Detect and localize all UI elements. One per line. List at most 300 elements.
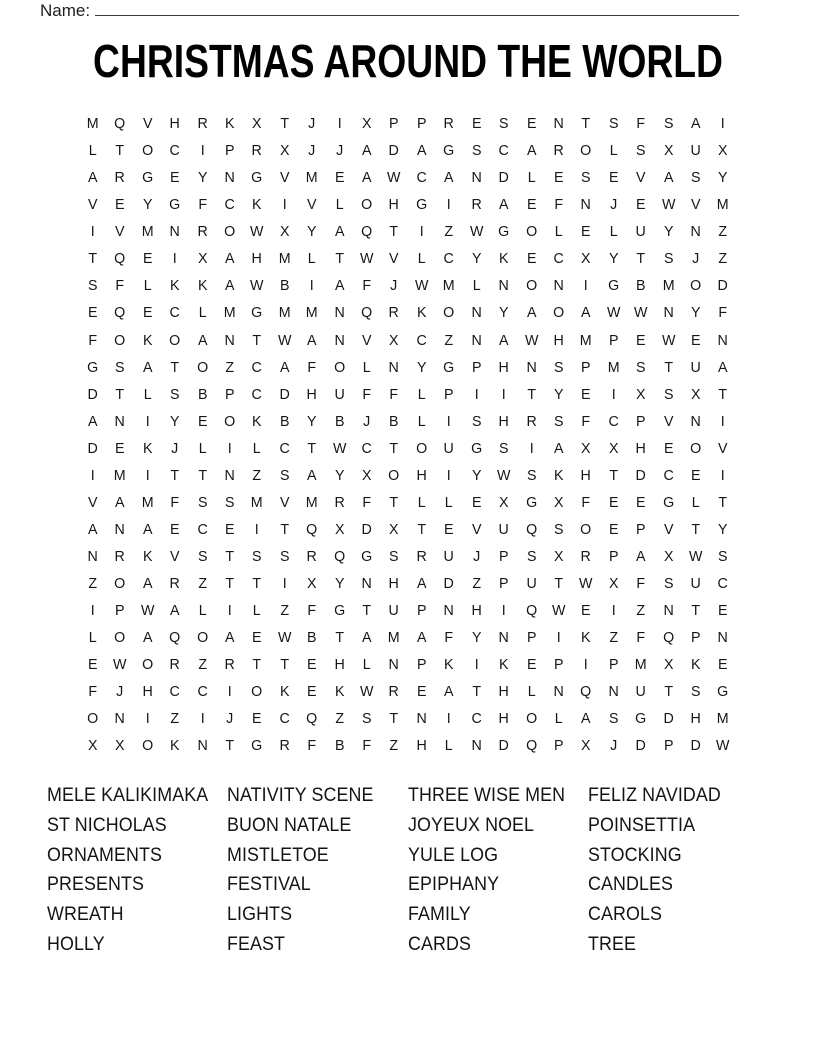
grid-letter: Z: [636, 602, 646, 620]
grid-letter: U: [690, 575, 701, 593]
grid-letter: N: [224, 169, 235, 187]
grid-letter: C: [717, 575, 729, 593]
grid-letter: F: [115, 277, 125, 295]
grid-letter: O: [169, 331, 181, 349]
grid-letter: T: [526, 385, 536, 403]
grid-letter: J: [308, 142, 316, 160]
grid-letter: O: [525, 223, 537, 241]
grid-letter: X: [690, 385, 701, 403]
grid-letter: J: [363, 412, 371, 430]
grid-letter: T: [389, 493, 399, 511]
grid-letter: H: [306, 385, 318, 403]
grid-letter: X: [279, 223, 290, 241]
grid-letter: Z: [444, 223, 454, 241]
grid-letter: A: [142, 520, 153, 538]
grid-letter: V: [389, 250, 399, 268]
grid-letter: E: [87, 656, 98, 674]
grid-letter: X: [362, 466, 372, 484]
grid-letter: B: [389, 412, 399, 430]
grid-letter: G: [251, 737, 263, 755]
grid-letter: Y: [197, 169, 208, 187]
grid-letter: P: [471, 358, 482, 376]
grid-letter: K: [581, 629, 591, 647]
grid-letter: R: [526, 412, 537, 430]
grid-letter: E: [718, 602, 728, 620]
grid-letter: F: [636, 629, 646, 647]
grid-letter: M: [717, 196, 729, 214]
grid-letter: N: [690, 412, 701, 430]
grid-letter: Y: [142, 196, 153, 214]
grid-letter: N: [471, 304, 482, 322]
grid-letter: V: [636, 169, 646, 187]
grid-letter: X: [389, 331, 399, 349]
grid-letter: L: [417, 250, 426, 268]
grid-letter: E: [581, 602, 591, 620]
grid-letter: N: [114, 520, 126, 538]
grid-letter: G: [525, 493, 537, 511]
grid-letter: S: [87, 277, 98, 295]
grid-letter: W: [277, 331, 292, 349]
grid-letter: G: [662, 493, 674, 511]
grid-letter: H: [635, 439, 646, 457]
grid-letter: I: [556, 629, 561, 647]
grid-letter: R: [197, 223, 208, 241]
grid-letter: Z: [252, 466, 262, 484]
grid-letter: R: [169, 575, 181, 593]
grid-letter: R: [416, 548, 427, 566]
grid-letter: Y: [471, 629, 482, 647]
grid-letter: U: [526, 575, 537, 593]
word-list-item: ST NICHOLAS: [47, 814, 167, 836]
grid-letter: G: [333, 602, 345, 620]
grid-letter: E: [690, 331, 701, 349]
grid-letter: H: [416, 466, 427, 484]
grid-letter: W: [716, 737, 730, 755]
grid-letter: N: [663, 602, 674, 620]
grid-letter: S: [499, 439, 509, 457]
grid-letter: U: [443, 548, 455, 566]
grid-letter: T: [280, 115, 289, 133]
grid-letter: N: [717, 331, 729, 349]
grid-letter: S: [663, 385, 673, 403]
grid-letter: K: [142, 548, 153, 566]
grid-letter: I: [446, 412, 451, 430]
grid-letter: I: [419, 223, 424, 241]
grid-letter: N: [443, 602, 455, 620]
grid-letter: V: [362, 331, 372, 349]
grid-letter: I: [474, 656, 479, 674]
grid-letter: G: [498, 223, 510, 241]
grid-letter: T: [417, 520, 426, 538]
grid-letter: F: [554, 196, 563, 214]
grid-letter: U: [334, 385, 345, 403]
name-blank-line: [95, 1, 739, 16]
grid-letter: D: [361, 520, 372, 538]
grid-letter: I: [145, 466, 150, 484]
grid-letter: M: [141, 493, 154, 511]
grid-letter: I: [282, 196, 287, 214]
grid-letter: D: [635, 737, 646, 755]
word-list-item: PRESENTS: [47, 874, 145, 896]
grid-letter: E: [581, 385, 591, 403]
grid-letter: S: [362, 710, 372, 728]
page-title: CHRISTMAS AROUND THE WORLD: [93, 35, 723, 87]
grid-letter: I: [282, 575, 287, 593]
grid-letter: E: [608, 493, 619, 511]
grid-letter: A: [362, 629, 372, 647]
grid-letter: N: [169, 223, 181, 241]
grid-letter: W: [277, 629, 292, 647]
word-list-item: BUON NATALE: [227, 814, 352, 836]
grid-letter: C: [361, 439, 372, 457]
word-list-item: FELIZ NAVIDAD: [588, 785, 721, 806]
grid-letter: Y: [416, 358, 427, 376]
grid-letter: X: [581, 250, 591, 268]
grid-letter: H: [334, 656, 345, 674]
grid-letter: I: [529, 439, 534, 457]
grid-letter: G: [141, 169, 154, 187]
grid-letter: I: [90, 223, 95, 241]
grid-letter: C: [169, 683, 181, 701]
grid-letter: C: [224, 196, 235, 214]
grid-letter: W: [688, 548, 703, 566]
grid-letter: W: [551, 602, 566, 620]
grid-letter: M: [634, 656, 647, 674]
name-row: [40, 1, 739, 21]
grid-letter: P: [416, 115, 427, 133]
grid-letter: N: [471, 331, 482, 349]
grid-letter: A: [690, 115, 701, 133]
grid-letter: N: [526, 358, 537, 376]
grid-letter: O: [580, 142, 592, 160]
grid-letter: Q: [662, 629, 674, 647]
grid-letter: E: [444, 520, 454, 538]
grid-letter: S: [471, 412, 482, 430]
word-list-column: [408, 781, 565, 960]
grid-letter: Q: [333, 548, 345, 566]
grid-letter: L: [609, 142, 618, 160]
grid-letter: O: [141, 142, 154, 160]
grid-letter: E: [197, 412, 208, 430]
grid-letter: F: [307, 358, 317, 376]
grid-letter: X: [553, 548, 564, 566]
grid-letter: O: [361, 196, 373, 214]
grid-letter: Q: [169, 629, 181, 647]
grid-letter: S: [608, 710, 619, 728]
grid-letter: Y: [663, 223, 673, 241]
grid-letter: M: [223, 304, 236, 322]
grid-letter: O: [388, 466, 400, 484]
grid-letter: I: [501, 602, 506, 620]
grid-letter: N: [389, 656, 400, 674]
grid-letter: L: [691, 493, 700, 511]
grid-letter: Y: [471, 250, 482, 268]
grid-letter: V: [142, 115, 153, 133]
grid-letter: K: [499, 250, 509, 268]
grid-letter: B: [279, 277, 290, 295]
grid-letter: J: [308, 115, 316, 133]
grid-letter: P: [608, 656, 619, 674]
grid-letter: T: [252, 575, 262, 593]
grid-letter: M: [306, 304, 318, 322]
grid-letter: X: [581, 737, 591, 755]
grid-letter: M: [86, 115, 99, 133]
grid-letter: J: [390, 277, 398, 295]
grid-letter: C: [251, 358, 263, 376]
grid-letter: Y: [334, 575, 345, 593]
grid-letter: L: [307, 250, 316, 268]
grid-letter: G: [635, 710, 647, 728]
grid-letter: X: [663, 548, 673, 566]
grid-letter: O: [416, 439, 428, 457]
grid-letter: X: [197, 250, 208, 268]
grid-letter: S: [553, 412, 564, 430]
grid-letter: T: [718, 493, 728, 511]
grid-letter: D: [498, 737, 509, 755]
word-list-item: CAROLS: [588, 904, 663, 926]
grid-letter: S: [170, 385, 180, 403]
word-list-column: [227, 781, 374, 960]
grid-letter: G: [470, 439, 482, 457]
grid-letter: N: [361, 575, 372, 593]
grid-letter: W: [661, 331, 675, 349]
grid-letter: Z: [225, 358, 235, 376]
grid-letter: T: [170, 466, 180, 484]
grid-letter: A: [362, 142, 372, 160]
grid-letter: Q: [114, 115, 126, 133]
grid-letter: S: [252, 548, 262, 566]
word-list-item: JOYEUX NOEL: [408, 814, 535, 836]
grid-letter: I: [227, 602, 232, 620]
grid-letter: E: [636, 196, 646, 214]
grid-letter: T: [581, 115, 591, 133]
grid-letter: T: [197, 466, 207, 484]
grid-letter: B: [307, 629, 317, 647]
grid-letter: R: [306, 548, 318, 566]
grid-letter: C: [471, 710, 482, 728]
grid-letter: M: [607, 358, 620, 376]
grid-letter: N: [224, 466, 235, 484]
grid-letter: E: [526, 250, 536, 268]
grid-letter: X: [553, 493, 564, 511]
grid-letter: E: [115, 439, 125, 457]
grid-letter: P: [416, 602, 427, 620]
word-list-item: FAMILY: [408, 904, 471, 926]
grid-letter: E: [636, 331, 646, 349]
grid-letter: B: [334, 412, 345, 430]
grid-letter: T: [252, 331, 262, 349]
grid-letter: W: [360, 250, 374, 268]
grid-letter: W: [661, 196, 675, 214]
grid-letter: D: [87, 439, 98, 457]
grid-letter: K: [690, 656, 701, 674]
grid-letter: E: [142, 250, 153, 268]
grid-letter: S: [526, 548, 536, 566]
grid-letter: F: [581, 493, 591, 511]
grid-letter: N: [416, 710, 427, 728]
grid-letter: I: [721, 466, 726, 484]
grid-letter: G: [717, 683, 729, 701]
grid-letter: K: [197, 277, 208, 295]
grid-letter: P: [636, 520, 646, 538]
grid-letter: M: [278, 304, 291, 322]
grid-letter: H: [389, 196, 400, 214]
grid-letter: Q: [306, 520, 318, 538]
grid-letter: P: [608, 331, 619, 349]
grid-letter: E: [252, 710, 262, 728]
grid-letter: L: [417, 385, 426, 403]
grid-letter: E: [553, 169, 564, 187]
grid-letter: X: [362, 115, 372, 133]
grid-letter: H: [416, 737, 427, 755]
grid-letter: K: [444, 656, 454, 674]
grid-letter: J: [472, 548, 480, 566]
grid-letter: E: [142, 304, 153, 322]
grid-letter: H: [471, 602, 482, 620]
grid-letter: F: [307, 737, 317, 755]
grid-letter: U: [498, 520, 509, 538]
grid-letter: T: [663, 683, 673, 701]
grid-letter: Z: [389, 737, 399, 755]
grid-letter: A: [224, 629, 235, 647]
grid-letter: T: [472, 683, 481, 701]
grid-letter: Q: [525, 602, 537, 620]
grid-letter: D: [690, 737, 701, 755]
grid-letter: L: [445, 493, 453, 511]
grid-letter: X: [663, 656, 673, 674]
grid-letter: Y: [553, 385, 564, 403]
grid-letter: C: [416, 331, 427, 349]
grid-letter: Q: [525, 520, 537, 538]
grid-letter: P: [553, 656, 564, 674]
grid-letter: E: [307, 656, 317, 674]
grid-letter: C: [169, 142, 181, 160]
grid-letter: G: [87, 358, 99, 376]
grid-letter: S: [690, 169, 701, 187]
grid-letter: C: [663, 466, 674, 484]
word-list-item: CANDLES: [588, 874, 674, 896]
grid-letter: T: [554, 575, 563, 593]
grid-letter: X: [718, 142, 728, 160]
grid-letter: V: [307, 196, 317, 214]
grid-letter: C: [416, 169, 427, 187]
grid-letter: N: [334, 304, 345, 322]
grid-letter: X: [581, 439, 591, 457]
grid-letter: I: [145, 412, 150, 430]
grid-letter: R: [471, 196, 482, 214]
word-list-item: ORNAMENTS: [47, 844, 162, 866]
grid-letter: X: [115, 737, 125, 755]
grid-letter: R: [553, 142, 564, 160]
grid-letter: Z: [718, 223, 728, 241]
grid-letter: T: [609, 466, 618, 484]
grid-letter: A: [87, 169, 98, 187]
grid-letter: T: [225, 548, 235, 566]
grid-letter: R: [389, 304, 400, 322]
grid-letter: R: [580, 548, 592, 566]
grid-letter: H: [553, 331, 564, 349]
grid-letter: O: [525, 277, 537, 295]
grid-letter: C: [279, 710, 290, 728]
grid-letter: N: [717, 629, 729, 647]
grid-letter: K: [279, 683, 290, 701]
word-list-column: [47, 781, 208, 960]
word-search-grid: [79, 110, 737, 760]
grid-letter: S: [279, 548, 290, 566]
grid-letter: W: [387, 169, 401, 187]
grid-letter: N: [334, 331, 345, 349]
grid-letter: S: [581, 169, 591, 187]
grid-letter: I: [446, 466, 451, 484]
grid-letter: D: [389, 142, 400, 160]
grid-letter: A: [444, 169, 454, 187]
grid-letter: P: [389, 115, 399, 133]
grid-letter: S: [389, 548, 399, 566]
grid-letter: E: [526, 196, 536, 214]
grid-letter: S: [471, 142, 482, 160]
grid-letter: L: [527, 683, 536, 701]
grid-letter: G: [443, 142, 455, 160]
grid-letter: W: [497, 466, 511, 484]
word-list-column: [588, 781, 721, 960]
grid-letter: A: [499, 331, 509, 349]
grid-letter: O: [580, 520, 592, 538]
grid-letter: I: [337, 115, 342, 133]
grid-letter: O: [114, 629, 126, 647]
word-list-item: CARDS: [408, 933, 471, 955]
grid-letter: C: [553, 250, 564, 268]
grid-letter: S: [197, 548, 208, 566]
grid-letter: P: [553, 737, 564, 755]
grid-letter: K: [416, 304, 427, 322]
grid-letter: H: [498, 683, 509, 701]
grid-letter: S: [499, 115, 509, 133]
grid-letter: F: [636, 575, 646, 593]
grid-letter: A: [87, 412, 98, 430]
grid-letter: E: [416, 683, 427, 701]
grid-letter: L: [417, 493, 426, 511]
grid-letter: K: [224, 115, 235, 133]
grid-letter: X: [252, 115, 262, 133]
grid-letter: Q: [114, 304, 126, 322]
grid-letter: H: [169, 115, 181, 133]
grid-letter: X: [608, 575, 619, 593]
grid-letter: B: [197, 385, 208, 403]
grid-letter: A: [416, 142, 427, 160]
grid-letter: X: [663, 142, 673, 160]
grid-letter: A: [307, 466, 317, 484]
grid-letter: Q: [114, 250, 126, 268]
word-list-item: POINSETTIA: [588, 814, 696, 836]
grid-letter: F: [636, 115, 646, 133]
grid-letter: P: [526, 629, 536, 647]
grid-letter: D: [279, 385, 290, 403]
grid-letter: I: [227, 439, 232, 457]
grid-letter: P: [608, 548, 619, 566]
grid-letter: U: [690, 142, 701, 160]
grid-letter: Z: [280, 602, 289, 620]
grid-letter: W: [524, 331, 538, 349]
grid-letter: N: [197, 737, 208, 755]
grid-letter: E: [471, 115, 482, 133]
grid-letter: F: [389, 385, 399, 403]
grid-letter: N: [498, 629, 509, 647]
grid-letter: R: [114, 169, 126, 187]
grid-letter: B: [279, 412, 290, 430]
word-list-item: LIGHTS: [227, 904, 293, 926]
grid-letter: E: [170, 169, 180, 187]
word-list-item: NATIVITY SCENE: [227, 785, 374, 806]
